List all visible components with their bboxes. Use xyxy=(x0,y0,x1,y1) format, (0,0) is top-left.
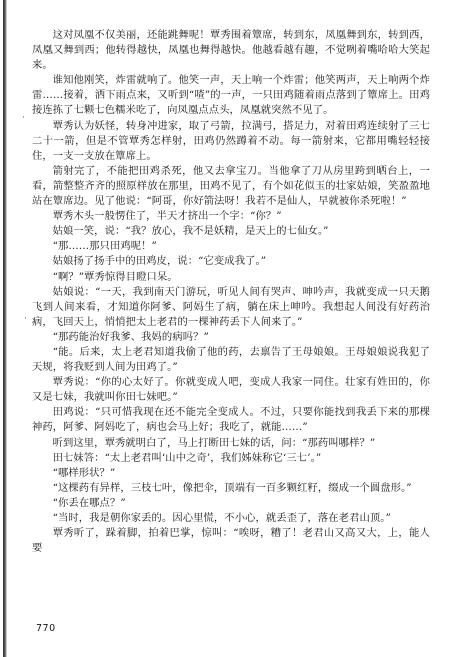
paragraph: 姑娘扬了扬手中的田鸡皮，说：“它变成我了。” xyxy=(52,255,267,268)
paragraph: “哪样形状？” xyxy=(52,466,116,479)
paragraph: 听到这里，覃秀就明白了，马上打断田七妹的话，问：“那药叫哪样？” xyxy=(52,436,376,449)
paragraph: 覃秀说：“你的心太好了。你就变成人吧，变成人我家一同住。壮家有姓田的，你又是七妹，我就叫你田七妹吧。” xyxy=(32,376,430,404)
paragraph: 覃秀听了，跺着脚，拍着巴掌，惊叫：“唉呀，糟了！老君山又高又大，上，能人要 xyxy=(32,527,430,555)
margin-speck: · xyxy=(22,113,25,123)
paragraph: “啊？”覃秀惊得目瞪口呆。 xyxy=(52,270,178,283)
margin-speck: · xyxy=(24,314,27,324)
paragraph: 箭射完了，不能把田鸡杀死，他又去拿宝刀。当他拿了刀从房里跨到晒台上，一看，箭整整齐齐的照原样放在那里，田鸡不见了，有个如花似玉的壮家姑娘，笑盈盈地站在簟席边。见了他说：“阿哥，你好箭法呀！我若不是仙人，早就被你杀死啦！” xyxy=(32,164,430,208)
paragraph: 覃秀木头一般愣住了，半天才挤出一个字：“你？” xyxy=(52,210,282,223)
page-number: 770 xyxy=(36,623,56,634)
paragraph: “那药能治好我爹、我妈的病吗？” xyxy=(52,330,209,343)
paragraph: 姑娘一笑，说：“我？放心，我不是妖精，是天上的七仙女。” xyxy=(52,225,329,238)
paragraph: 谁知他刚笑，炸雷就响了。他笑一声，天上响一个炸雷；他笑两声，天上响两个炸雷……接着，洒下雨点来，又听到“喳”的一声，一只田鸡随着雨点落到了簟席上。田鸡接连拣了七颗七色糯米吃了，向凤凰点点头，凤凰就突然不见了。 xyxy=(32,74,430,117)
paragraph: “那……那只田鸡呢！” xyxy=(52,240,157,253)
paragraph: “这棵药有异样，三枝七叶，像把伞，顶端有一百多颗红籽，缀成一个圆盘形。” xyxy=(52,481,412,494)
paragraph: 田鸡说：“只可惜我现在还不能完全变成人。不过，只要你能找到我丢下来的那棵神药，阿爹、阿妈吃了，病也会马上好；我吃了，就能……” xyxy=(32,406,430,434)
body-text xyxy=(32,28,430,556)
paragraph: 这对凤凰不仅美丽，还能跳舞呢！覃秀围着簟席，转到东，凤凰舞到东，转到西，凤凰又舞到西；他转得越快，凤凰也舞得越快。他越看越有趣，不觉咧着嘴哈哈大笑起来。 xyxy=(32,29,430,72)
binding-shadow xyxy=(3,0,7,657)
paragraph: 姑娘说：“一天，我到南天门游玩，听见人间有哭声、呻吟声，我就变成一只天鹅飞到人间来看，才知道你阿爹、阿妈生了病，躺在床上呻吟。我想起人间没有好药治病，飞回天上，悄悄把太上老君的一棵神药丢下人间来了。” xyxy=(32,285,430,328)
paragraph: 田七妹答：“太上老君叫‘山中之奇’，我们姊妹称它‘三七’。” xyxy=(52,451,322,464)
paragraph: “能。后来，太上老君知道我偷了他的药，去禀告了王母娘娘。王母娘娘说我犯了天规，将我贬到人间为田鸡了。” xyxy=(32,345,430,374)
paragraph: “你丢在哪点？” xyxy=(52,496,126,509)
paragraph: “当时，我是朝你家丢的。因心里慌，不小心，就丢歪了，落在老君山顶。” xyxy=(52,512,391,524)
paragraph: 覃秀认为妖怪，转身冲进家，取了弓箭，拉满弓，搭足力，对着田鸡连续射了三七二十一箭，但是不管覃秀怎样射，田鸡仍然蹲着不动。每一箭射来，它都用嘴轻轻接住，一支一支放在簟席上。 xyxy=(32,119,430,162)
